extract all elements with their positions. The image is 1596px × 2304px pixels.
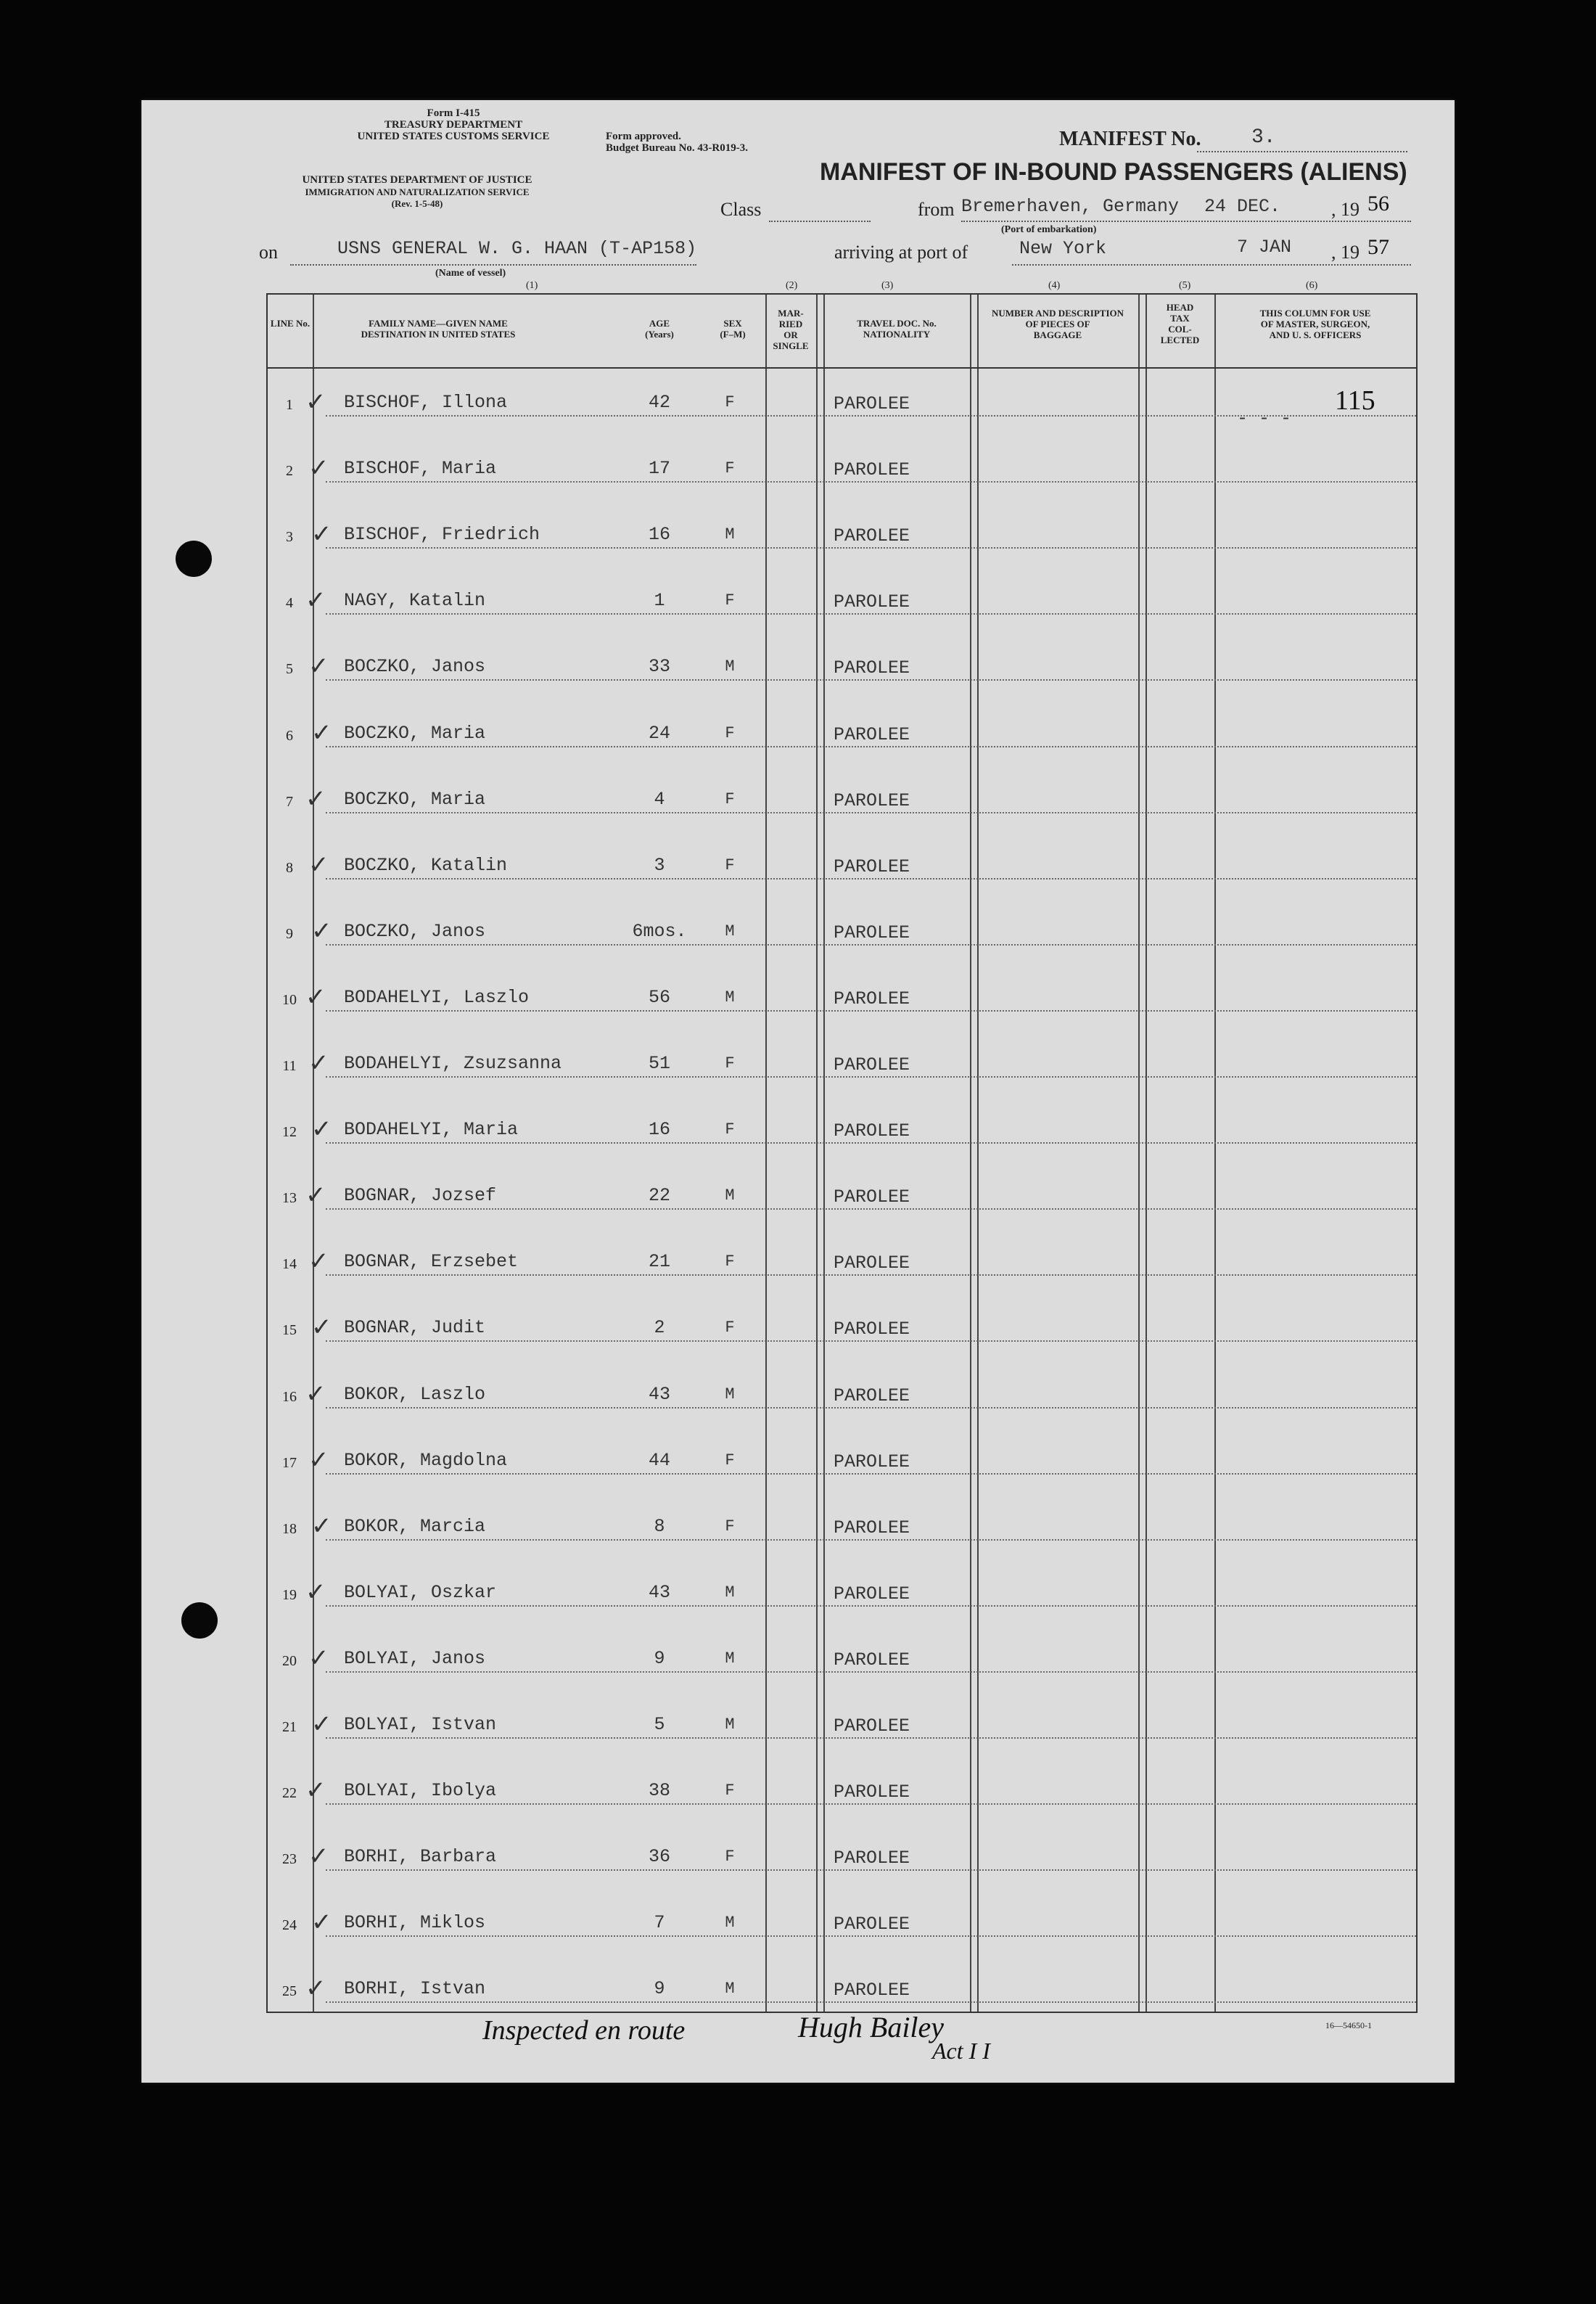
first-row-officer-mark: - - - xyxy=(1237,408,1292,429)
row-travel-doc: PAROLEE xyxy=(834,988,910,1009)
row-line-number: 11 xyxy=(282,1058,297,1074)
row-passenger-name: BOGNAR, Judit xyxy=(344,1317,486,1339)
row-divider xyxy=(326,1010,1416,1012)
row-passenger-name: BOCZKO, Katalin xyxy=(344,854,508,876)
row-travel-doc: PAROLEE xyxy=(834,1715,910,1737)
row-age: 2 xyxy=(654,1317,665,1339)
arrival-underline xyxy=(1012,264,1411,266)
row-sex: F xyxy=(725,1848,735,1866)
row-sex: M xyxy=(725,1980,735,1998)
form-approved: Form approved. xyxy=(606,131,681,142)
row-travel-doc: PAROLEE xyxy=(834,657,910,679)
row-divider xyxy=(326,613,1416,615)
row-line-number: 3 xyxy=(286,529,293,546)
check-mark-icon: ✓ xyxy=(308,851,329,879)
treasury-department: TREASURY DEPARTMENT xyxy=(384,119,523,131)
form-number: Form I-415 xyxy=(427,107,480,119)
row-line-number: 20 xyxy=(282,1652,297,1669)
row-divider xyxy=(326,812,1416,813)
row-age: 7 xyxy=(654,1912,665,1934)
row-age: 1 xyxy=(654,590,665,612)
col-num-6: (6) xyxy=(1306,280,1318,291)
budget-bureau: Budget Bureau No. 43-R019-3. xyxy=(606,142,748,154)
vessel-caption: (Name of vessel) xyxy=(435,268,506,279)
row-line-number: 9 xyxy=(286,925,293,942)
row-sex: M xyxy=(725,657,735,676)
row-passenger-name: BOGNAR, Jozsef xyxy=(344,1185,497,1207)
check-mark-icon: ✓ xyxy=(311,1711,332,1738)
row-line-number: 15 xyxy=(282,1322,297,1339)
vessel-name: USNS GENERAL W. G. HAAN (T-AP158) xyxy=(337,238,697,259)
manifest-number: 3. xyxy=(1251,126,1276,149)
row-divider xyxy=(326,1473,1416,1475)
row-line-number: 23 xyxy=(282,1851,297,1868)
col-num-4: (4) xyxy=(1048,280,1061,291)
check-mark-icon: ✓ xyxy=(305,1182,326,1210)
row-line-number: 6 xyxy=(286,727,293,744)
row-sex: M xyxy=(725,988,735,1007)
row-passenger-name: BODAHELYI, Laszlo xyxy=(344,986,530,1008)
check-mark-icon: ✓ xyxy=(308,1446,329,1474)
row-sex: F xyxy=(725,591,735,610)
departure-year-prefix: , 19 xyxy=(1331,199,1360,220)
row-line-number: 5 xyxy=(286,661,293,678)
row-divider xyxy=(326,1208,1416,1210)
row-sex: F xyxy=(725,393,735,411)
check-mark-icon: ✓ xyxy=(305,1578,326,1606)
row-divider xyxy=(326,1274,1416,1276)
check-mark-icon: ✓ xyxy=(305,1777,326,1805)
col-header-officers: THIS COLUMN FOR USE OF MASTER, SURGEON, AND U. S. OFFICERS xyxy=(1259,308,1371,340)
row-line-number: 7 xyxy=(286,793,293,810)
row-divider xyxy=(326,878,1416,880)
check-mark-icon: ✓ xyxy=(305,389,326,416)
row-travel-doc: PAROLEE xyxy=(834,790,910,811)
row-travel-doc: PAROLEE xyxy=(834,525,910,547)
col-header-baggage: NUMBER AND DESCRIPTION OF PIECES OF BAGGAGE xyxy=(991,308,1124,340)
row-passenger-name: BOLYAI, Janos xyxy=(344,1647,486,1669)
immigration-service: IMMIGRATION AND NATURALIZATION SERVICE xyxy=(305,186,530,197)
row-age: 24 xyxy=(648,722,670,744)
row-travel-doc: PAROLEE xyxy=(834,1120,910,1142)
row-passenger-name: BOKOR, Laszlo xyxy=(344,1383,486,1405)
row-travel-doc: PAROLEE xyxy=(834,1782,910,1803)
row-age: 44 xyxy=(648,1449,670,1471)
col-header-travel-doc: TRAVEL DOC. No. NATIONALITY xyxy=(857,318,937,340)
row-line-number: 16 xyxy=(282,1388,297,1405)
manifest-page xyxy=(141,100,1455,2083)
signature-title: Act I I xyxy=(932,2038,990,2064)
row-sex: M xyxy=(725,525,735,544)
row-age: 56 xyxy=(648,986,670,1008)
row-line-number: 4 xyxy=(286,595,293,612)
row-passenger-name: BODAHELYI, Zsuzsanna xyxy=(344,1053,562,1074)
row-age: 38 xyxy=(648,1780,670,1802)
page-total: 115 xyxy=(1335,385,1375,416)
row-travel-doc: PAROLEE xyxy=(834,1649,910,1670)
arriving-label: arriving at port of xyxy=(834,242,968,263)
check-mark-icon: ✓ xyxy=(311,719,332,747)
row-divider xyxy=(326,1869,1416,1871)
check-mark-icon: ✓ xyxy=(308,1248,329,1276)
row-passenger-name: BOKOR, Marcia xyxy=(344,1515,486,1537)
row-travel-doc: PAROLEE xyxy=(834,922,910,943)
row-divider xyxy=(326,1076,1416,1078)
revision-date: (Rev. 1-5-48) xyxy=(391,198,443,209)
row-divider xyxy=(326,1407,1416,1409)
row-line-number: 13 xyxy=(282,1190,297,1207)
row-age: 8 xyxy=(654,1515,665,1537)
row-travel-doc: PAROLEE xyxy=(834,1054,910,1075)
row-travel-doc: PAROLEE xyxy=(834,1980,910,2001)
row-line-number: 22 xyxy=(282,1785,297,1802)
row-sex: M xyxy=(725,1385,735,1403)
check-mark-icon: ✓ xyxy=(308,1843,329,1871)
row-travel-doc: PAROLEE xyxy=(834,1319,910,1340)
row-line-number: 19 xyxy=(282,1586,297,1603)
row-divider xyxy=(326,1803,1416,1805)
punch-hole-top xyxy=(176,541,212,577)
col-num-2: (2) xyxy=(786,280,798,291)
departure-year-suffix: 56 xyxy=(1367,192,1389,216)
from-label: from xyxy=(918,199,955,220)
row-line-number: 1 xyxy=(286,397,293,413)
row-travel-doc: PAROLEE xyxy=(834,1517,910,1538)
row-passenger-name: BOCZKO, Maria xyxy=(344,788,486,810)
row-passenger-name: BOCZKO, Janos xyxy=(344,656,486,678)
row-line-number: 21 xyxy=(282,1719,297,1735)
row-age: 16 xyxy=(648,1119,670,1141)
row-sex: F xyxy=(725,459,735,478)
row-passenger-name: BISCHOF, Illona xyxy=(344,392,508,413)
row-divider xyxy=(326,1605,1416,1607)
class-label: Class xyxy=(720,199,762,220)
vessel-underline xyxy=(290,264,696,266)
arrival-port: New York xyxy=(1019,238,1107,259)
port-of-embarkation: Bremerhaven, Germany xyxy=(961,196,1180,217)
row-sex: F xyxy=(725,1253,735,1271)
row-divider xyxy=(326,746,1416,747)
row-line-number: 12 xyxy=(282,1124,297,1141)
row-travel-doc: PAROLEE xyxy=(834,723,910,745)
row-line-number: 17 xyxy=(282,1454,297,1471)
row-age: 5 xyxy=(654,1714,665,1735)
row-divider xyxy=(326,1539,1416,1541)
row-sex: M xyxy=(725,1914,735,1932)
row-divider xyxy=(326,547,1416,549)
check-mark-icon: ✓ xyxy=(311,521,332,549)
arrival-year-suffix: 57 xyxy=(1367,235,1389,259)
row-travel-doc: PAROLEE xyxy=(834,1848,910,1869)
check-mark-icon: ✓ xyxy=(305,587,326,615)
row-age: 9 xyxy=(654,1978,665,2000)
customs-service: UNITED STATES CUSTOMS SERVICE xyxy=(357,131,550,142)
row-travel-doc: PAROLEE xyxy=(834,591,910,613)
col-header-married: MAR- RIED OR SINGLE xyxy=(773,308,809,351)
row-sex: M xyxy=(725,1649,735,1668)
class-underline xyxy=(769,221,871,222)
handwritten-note: Inspected en route xyxy=(482,2015,686,2046)
row-travel-doc: PAROLEE xyxy=(834,1186,910,1208)
passenger-table xyxy=(266,293,1418,2013)
row-age: 42 xyxy=(648,392,670,413)
check-mark-icon: ✓ xyxy=(305,983,326,1011)
row-divider xyxy=(326,944,1416,946)
row-age: 9 xyxy=(654,1647,665,1669)
col-num-1: (1) xyxy=(526,280,538,291)
col-header-age: AGE (Years) xyxy=(645,318,674,340)
row-travel-doc: PAROLEE xyxy=(834,856,910,877)
row-sex: F xyxy=(725,1319,735,1337)
row-travel-doc: PAROLEE xyxy=(834,1451,910,1472)
row-sex: M xyxy=(725,922,735,940)
row-sex: F xyxy=(725,1451,735,1469)
row-travel-doc: PAROLEE xyxy=(834,1385,910,1406)
department-of-justice: UNITED STATES DEPARTMENT OF JUSTICE xyxy=(302,174,532,186)
form-code: 16—54650-1 xyxy=(1325,2020,1372,2030)
row-line-number: 18 xyxy=(282,1520,297,1537)
check-mark-icon: ✓ xyxy=(305,1975,326,2003)
col-num-3: (3) xyxy=(881,280,894,291)
row-travel-doc: PAROLEE xyxy=(834,1253,910,1274)
from-underline xyxy=(961,221,1411,222)
row-divider xyxy=(326,1671,1416,1673)
col-header-sex: SEX (F–M) xyxy=(720,318,746,340)
check-mark-icon: ✓ xyxy=(308,455,329,483)
on-label: on xyxy=(259,242,278,263)
row-line-number: 14 xyxy=(282,1256,297,1273)
col-num-5: (5) xyxy=(1179,280,1191,291)
row-line-number: 10 xyxy=(282,991,297,1008)
row-age: 6mos. xyxy=(632,920,687,942)
row-age: 17 xyxy=(648,458,670,480)
row-sex: F xyxy=(725,1054,735,1073)
col-header-name: FAMILY NAME—GIVEN NAME DESTINATION IN UNITED STATES xyxy=(361,318,516,340)
row-line-number: 2 xyxy=(286,463,293,480)
row-passenger-name: BOKOR, Magdolna xyxy=(344,1449,508,1471)
manifest-number-underline xyxy=(1197,151,1407,152)
row-travel-doc: PAROLEE xyxy=(834,393,910,414)
row-age: 36 xyxy=(648,1846,670,1868)
row-age: 43 xyxy=(648,1383,670,1405)
row-line-number: 8 xyxy=(286,859,293,876)
row-divider xyxy=(326,1142,1416,1144)
row-travel-doc: PAROLEE xyxy=(834,459,910,481)
row-sex: F xyxy=(725,723,735,742)
check-mark-icon: ✓ xyxy=(305,1380,326,1408)
row-age: 16 xyxy=(648,524,670,546)
check-mark-icon: ✓ xyxy=(311,1116,332,1144)
row-passenger-name: BOLYAI, Ibolya xyxy=(344,1780,497,1802)
check-mark-icon: ✓ xyxy=(308,1050,329,1077)
col-header-head-tax: HEAD TAX COL- LECTED xyxy=(1160,302,1200,345)
row-passenger-name: NAGY, Katalin xyxy=(344,590,486,612)
row-divider xyxy=(326,481,1416,483)
row-passenger-name: BISCHOF, Maria xyxy=(344,458,497,480)
row-sex: M xyxy=(725,1186,735,1205)
row-age: 21 xyxy=(648,1251,670,1273)
row-passenger-name: BOCZKO, Maria xyxy=(344,722,486,744)
row-divider xyxy=(326,1737,1416,1739)
row-divider xyxy=(326,1935,1416,1937)
arrival-day-month: 7 JAN xyxy=(1237,237,1292,258)
row-sex: F xyxy=(725,1120,735,1139)
check-mark-icon: ✓ xyxy=(311,1314,332,1342)
row-travel-doc: PAROLEE xyxy=(834,1583,910,1604)
row-divider xyxy=(326,679,1416,681)
row-passenger-name: BODAHELYI, Maria xyxy=(344,1119,519,1141)
row-passenger-name: BOLYAI, Istvan xyxy=(344,1714,497,1735)
arrival-year-prefix: , 19 xyxy=(1331,242,1360,263)
manifest-number-label: MANIFEST No. xyxy=(1059,128,1201,150)
row-age: 3 xyxy=(654,854,665,876)
row-sex: M xyxy=(725,1583,735,1602)
check-mark-icon: ✓ xyxy=(308,1644,329,1672)
row-passenger-name: BORHI, Miklos xyxy=(344,1912,486,1934)
row-age: 22 xyxy=(648,1185,670,1207)
check-mark-icon: ✓ xyxy=(308,653,329,681)
departure-day-month: 24 DEC. xyxy=(1204,196,1281,217)
row-sex: M xyxy=(725,1715,735,1734)
check-mark-icon: ✓ xyxy=(311,917,332,945)
row-age: 4 xyxy=(654,788,665,810)
row-sex: F xyxy=(725,856,735,874)
row-passenger-name: BORHI, Barbara xyxy=(344,1846,497,1868)
col-header-line: LINE No. xyxy=(270,318,310,329)
row-passenger-name: BOCZKO, Janos xyxy=(344,920,486,942)
row-age: 51 xyxy=(648,1053,670,1074)
row-passenger-name: BORHI, Istvan xyxy=(344,1978,486,2000)
row-line-number: 24 xyxy=(282,1917,297,1934)
row-age: 43 xyxy=(648,1581,670,1603)
row-sex: F xyxy=(725,1782,735,1800)
row-travel-doc: PAROLEE xyxy=(834,1914,910,1935)
row-passenger-name: BISCHOF, Friedrich xyxy=(344,524,540,546)
row-line-number: 25 xyxy=(282,1983,297,2000)
check-mark-icon: ✓ xyxy=(311,1909,332,1937)
row-divider xyxy=(326,1340,1416,1342)
row-sex: F xyxy=(725,1517,735,1536)
check-mark-icon: ✓ xyxy=(305,785,326,813)
row-passenger-name: BOLYAI, Oszkar xyxy=(344,1581,497,1603)
punch-hole-bottom xyxy=(181,1602,218,1639)
row-passenger-name: BOGNAR, Erzsebet xyxy=(344,1251,519,1273)
row-age: 33 xyxy=(648,656,670,678)
check-mark-icon: ✓ xyxy=(311,1512,332,1540)
embarkation-caption: (Port of embarkation) xyxy=(1001,224,1097,235)
manifest-title: MANIFEST OF IN-BOUND PASSENGERS (ALIENS) xyxy=(820,158,1407,186)
row-sex: F xyxy=(725,790,735,808)
inspector-signature: Hugh Bailey xyxy=(798,2011,945,2043)
row-divider xyxy=(326,2001,1416,2003)
